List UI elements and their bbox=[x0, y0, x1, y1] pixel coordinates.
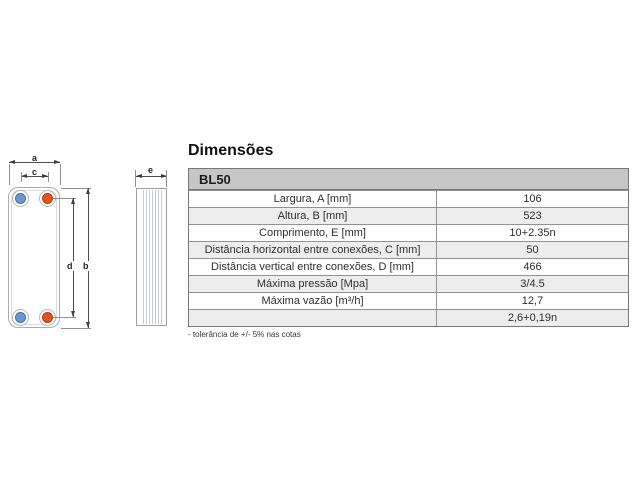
table-row bbox=[189, 275, 628, 292]
table-header-model: BL50 bbox=[189, 169, 628, 190]
heat-exchanger-front-view bbox=[0, 0, 110, 350]
section-title: Dimensões bbox=[188, 142, 274, 159]
dimension-a-label: a bbox=[32, 153, 38, 163]
table-row bbox=[189, 292, 628, 309]
front-plate-body bbox=[8, 187, 60, 328]
tolerance-footnote: - tolerância de +/- 5% nas cotas bbox=[188, 330, 301, 339]
row-value-cell: 10+2.35n bbox=[437, 224, 628, 241]
row-value-cell: 523 bbox=[437, 207, 628, 224]
arrowhead-icon bbox=[136, 174, 142, 178]
arrowhead-icon bbox=[86, 322, 90, 328]
table-row bbox=[189, 190, 628, 207]
row-label-cell: Distância horizontal entre conexões, C [mm] bbox=[189, 241, 437, 258]
table-row bbox=[189, 309, 628, 326]
port-top-left-cold bbox=[12, 190, 29, 207]
arrowhead-icon bbox=[86, 188, 90, 194]
table-row bbox=[189, 241, 628, 258]
front-plate-inner-outline bbox=[11, 190, 57, 325]
heat-exchanger-side-view bbox=[110, 0, 190, 350]
row-label-cell: Largura, A [mm] bbox=[189, 190, 437, 207]
dimension-e-label: e bbox=[148, 165, 154, 175]
row-value-cell: 466 bbox=[437, 258, 628, 275]
row-label-cell: Máxima vazão [m³/h] bbox=[189, 292, 437, 309]
row-value-cell: 2,6+0,19n bbox=[437, 309, 628, 326]
row-label-cell: Comprimento, E [mm] bbox=[189, 224, 437, 241]
row-value-cell: 106 bbox=[437, 190, 628, 207]
port-opening bbox=[42, 312, 53, 323]
port-opening bbox=[15, 193, 26, 204]
row-value-cell: 3/4.5 bbox=[437, 275, 628, 292]
row-value-cell: 50 bbox=[437, 241, 628, 258]
port-opening bbox=[15, 312, 26, 323]
table-row bbox=[189, 258, 628, 275]
port-bottom-left-cold bbox=[12, 309, 29, 326]
row-value-cell: 12,7 bbox=[437, 292, 628, 309]
row-label-cell: Distância vertical entre conexões, D [mm] bbox=[189, 258, 437, 275]
dimension-c-label: c bbox=[32, 167, 38, 177]
dimension-b-label: b bbox=[83, 261, 89, 271]
row-label-cell: Máxima pressão [Mpa] bbox=[189, 275, 437, 292]
row-label-cell bbox=[189, 309, 437, 326]
port-opening bbox=[42, 193, 53, 204]
table-row bbox=[189, 224, 628, 241]
spec-table bbox=[188, 168, 629, 327]
side-plate-stack bbox=[136, 188, 167, 326]
plate-stack-stripes bbox=[141, 190, 164, 324]
arrowhead-icon bbox=[71, 198, 75, 204]
dimension-d-label: d bbox=[67, 261, 73, 271]
table-row bbox=[189, 207, 628, 224]
arrowhead-icon bbox=[71, 311, 75, 317]
row-label-cell: Altura, B [mm] bbox=[189, 207, 437, 224]
